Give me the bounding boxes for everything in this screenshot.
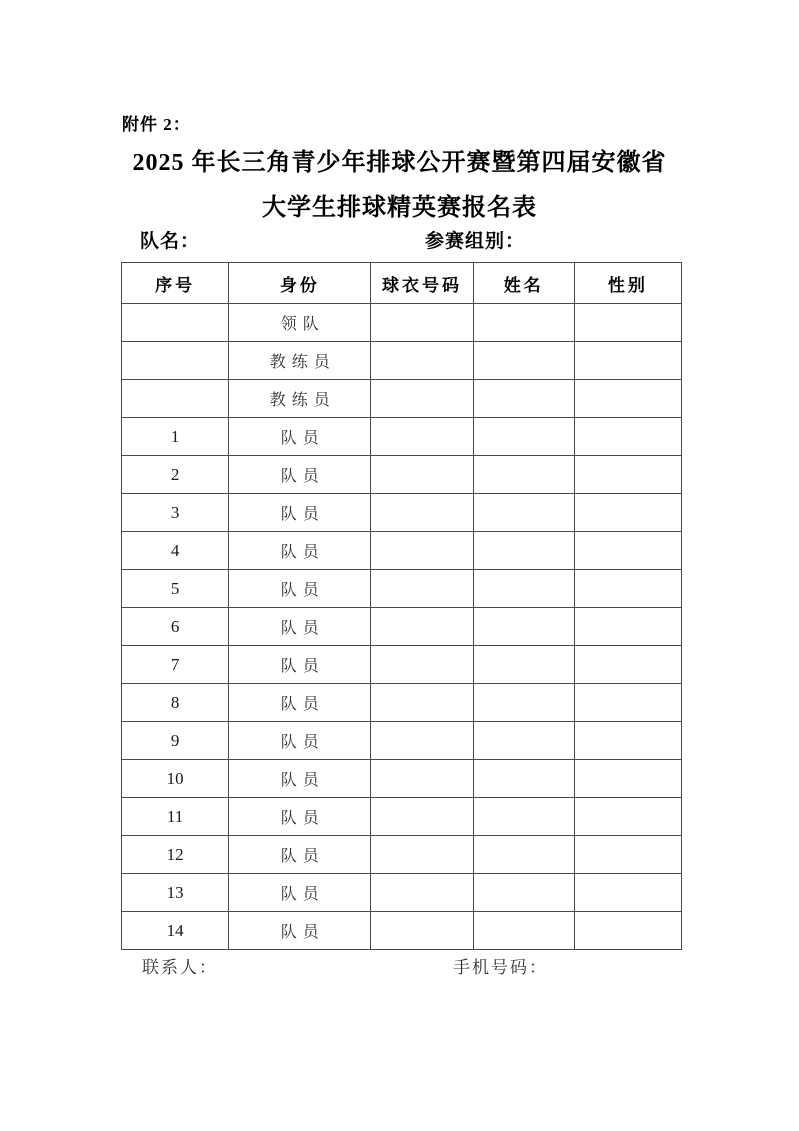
- table-row: [122, 494, 682, 532]
- gender-cell[interactable]: [574, 418, 681, 456]
- name-cell[interactable]: [473, 912, 574, 950]
- gender-cell[interactable]: [574, 380, 681, 418]
- gender-cell[interactable]: [574, 798, 681, 836]
- header-serial: 序号: [122, 263, 229, 304]
- table-row: [122, 570, 682, 608]
- registration-table: [121, 262, 682, 950]
- team-name-label: 队名：: [140, 231, 201, 252]
- identity-cell: 队员: [229, 532, 371, 570]
- name-cell[interactable]: [473, 722, 574, 760]
- identity-cell: 队员: [229, 874, 371, 912]
- serial-cell: 6: [122, 608, 229, 646]
- jersey-number-cell[interactable]: [371, 456, 473, 494]
- identity-cell: 队员: [229, 798, 371, 836]
- serial-cell: 4: [122, 532, 229, 570]
- gender-cell[interactable]: [574, 874, 681, 912]
- name-cell[interactable]: [473, 570, 574, 608]
- attachment-label: 附件 2：: [122, 115, 191, 134]
- name-cell[interactable]: [473, 760, 574, 798]
- jersey-number-cell[interactable]: [371, 494, 473, 532]
- name-cell[interactable]: [473, 304, 574, 342]
- table-row: [122, 874, 682, 912]
- table-row: [122, 912, 682, 950]
- jersey-number-cell[interactable]: [371, 418, 473, 456]
- name-cell[interactable]: [473, 798, 574, 836]
- serial-cell: 10: [122, 760, 229, 798]
- jersey-number-cell[interactable]: [371, 646, 473, 684]
- table-header-row: [122, 263, 682, 304]
- identity-cell: 队员: [229, 912, 371, 950]
- phone-label: 手机号码：: [453, 958, 548, 977]
- identity-cell: 队员: [229, 836, 371, 874]
- gender-cell[interactable]: [574, 532, 681, 570]
- header-identity: 身份: [229, 263, 371, 304]
- name-cell[interactable]: [473, 380, 574, 418]
- identity-cell: 领队: [229, 304, 371, 342]
- gender-cell[interactable]: [574, 342, 681, 380]
- identity-cell: 教练员: [229, 380, 371, 418]
- name-cell[interactable]: [473, 684, 574, 722]
- jersey-number-cell[interactable]: [371, 684, 473, 722]
- table-row: [122, 646, 682, 684]
- gender-cell[interactable]: [574, 494, 681, 532]
- identity-cell: 队员: [229, 684, 371, 722]
- name-cell[interactable]: [473, 418, 574, 456]
- gender-cell[interactable]: [574, 684, 681, 722]
- gender-cell[interactable]: [574, 570, 681, 608]
- table-row: [122, 532, 682, 570]
- jersey-number-cell[interactable]: [371, 760, 473, 798]
- header-name: 姓名: [473, 263, 574, 304]
- table-row: [122, 418, 682, 456]
- jersey-number-cell[interactable]: [371, 380, 473, 418]
- contact-label: 联系人：: [142, 958, 218, 977]
- name-cell[interactable]: [473, 456, 574, 494]
- jersey-number-cell[interactable]: [371, 798, 473, 836]
- document-title-line1: 2025 年长三角青少年排球公开赛暨第四届安徽省: [132, 150, 667, 176]
- serial-cell: 2: [122, 456, 229, 494]
- identity-cell: 队员: [229, 418, 371, 456]
- jersey-number-cell[interactable]: [371, 304, 473, 342]
- identity-cell: 队员: [229, 456, 371, 494]
- gender-cell[interactable]: [574, 722, 681, 760]
- serial-cell: 12: [122, 836, 229, 874]
- jersey-number-cell[interactable]: [371, 342, 473, 380]
- name-cell[interactable]: [473, 874, 574, 912]
- table-row: [122, 722, 682, 760]
- name-cell[interactable]: [473, 342, 574, 380]
- serial-cell: 5: [122, 570, 229, 608]
- jersey-number-cell[interactable]: [371, 532, 473, 570]
- jersey-number-cell[interactable]: [371, 874, 473, 912]
- serial-cell: 7: [122, 646, 229, 684]
- header-gender: 性别: [574, 263, 681, 304]
- serial-cell: [122, 380, 229, 418]
- serial-cell: 11: [122, 798, 229, 836]
- table-row: [122, 304, 682, 342]
- jersey-number-cell[interactable]: [371, 570, 473, 608]
- document-title: [0, 141, 799, 231]
- table-body: [122, 304, 682, 950]
- table-row: [122, 608, 682, 646]
- table-row: [122, 760, 682, 798]
- identity-cell: 队员: [229, 760, 371, 798]
- gender-cell[interactable]: [574, 456, 681, 494]
- table-row: [122, 836, 682, 874]
- header-jersey-number: 球衣号码: [371, 263, 473, 304]
- identity-cell: 队员: [229, 722, 371, 760]
- table-row: [122, 380, 682, 418]
- serial-cell: 1: [122, 418, 229, 456]
- serial-cell: 13: [122, 874, 229, 912]
- table-row: [122, 456, 682, 494]
- serial-cell: 8: [122, 684, 229, 722]
- jersey-number-cell[interactable]: [371, 608, 473, 646]
- identity-cell: 队员: [229, 494, 371, 532]
- table-row: [122, 798, 682, 836]
- gender-cell[interactable]: [574, 912, 681, 950]
- gender-cell[interactable]: [574, 760, 681, 798]
- table-row: [122, 342, 682, 380]
- name-cell[interactable]: [473, 608, 574, 646]
- table-row: [122, 684, 682, 722]
- identity-cell: 队员: [229, 608, 371, 646]
- identity-cell: 队员: [229, 646, 371, 684]
- serial-cell: [122, 342, 229, 380]
- name-cell[interactable]: [473, 646, 574, 684]
- jersey-number-cell[interactable]: [371, 722, 473, 760]
- identity-cell: 教练员: [229, 342, 371, 380]
- name-cell[interactable]: [473, 494, 574, 532]
- serial-cell: [122, 304, 229, 342]
- name-cell[interactable]: [473, 836, 574, 874]
- name-cell[interactable]: [473, 532, 574, 570]
- gender-cell[interactable]: [574, 836, 681, 874]
- identity-cell: 队员: [229, 570, 371, 608]
- document-title-line2: 大学生排球精英赛报名表: [262, 195, 537, 221]
- gender-cell[interactable]: [574, 608, 681, 646]
- gender-cell[interactable]: [574, 646, 681, 684]
- serial-cell: 3: [122, 494, 229, 532]
- gender-cell[interactable]: [574, 304, 681, 342]
- serial-cell: 9: [122, 722, 229, 760]
- jersey-number-cell[interactable]: [371, 836, 473, 874]
- jersey-number-cell[interactable]: [371, 912, 473, 950]
- group-label: 参赛组别：: [425, 231, 526, 252]
- serial-cell: 14: [122, 912, 229, 950]
